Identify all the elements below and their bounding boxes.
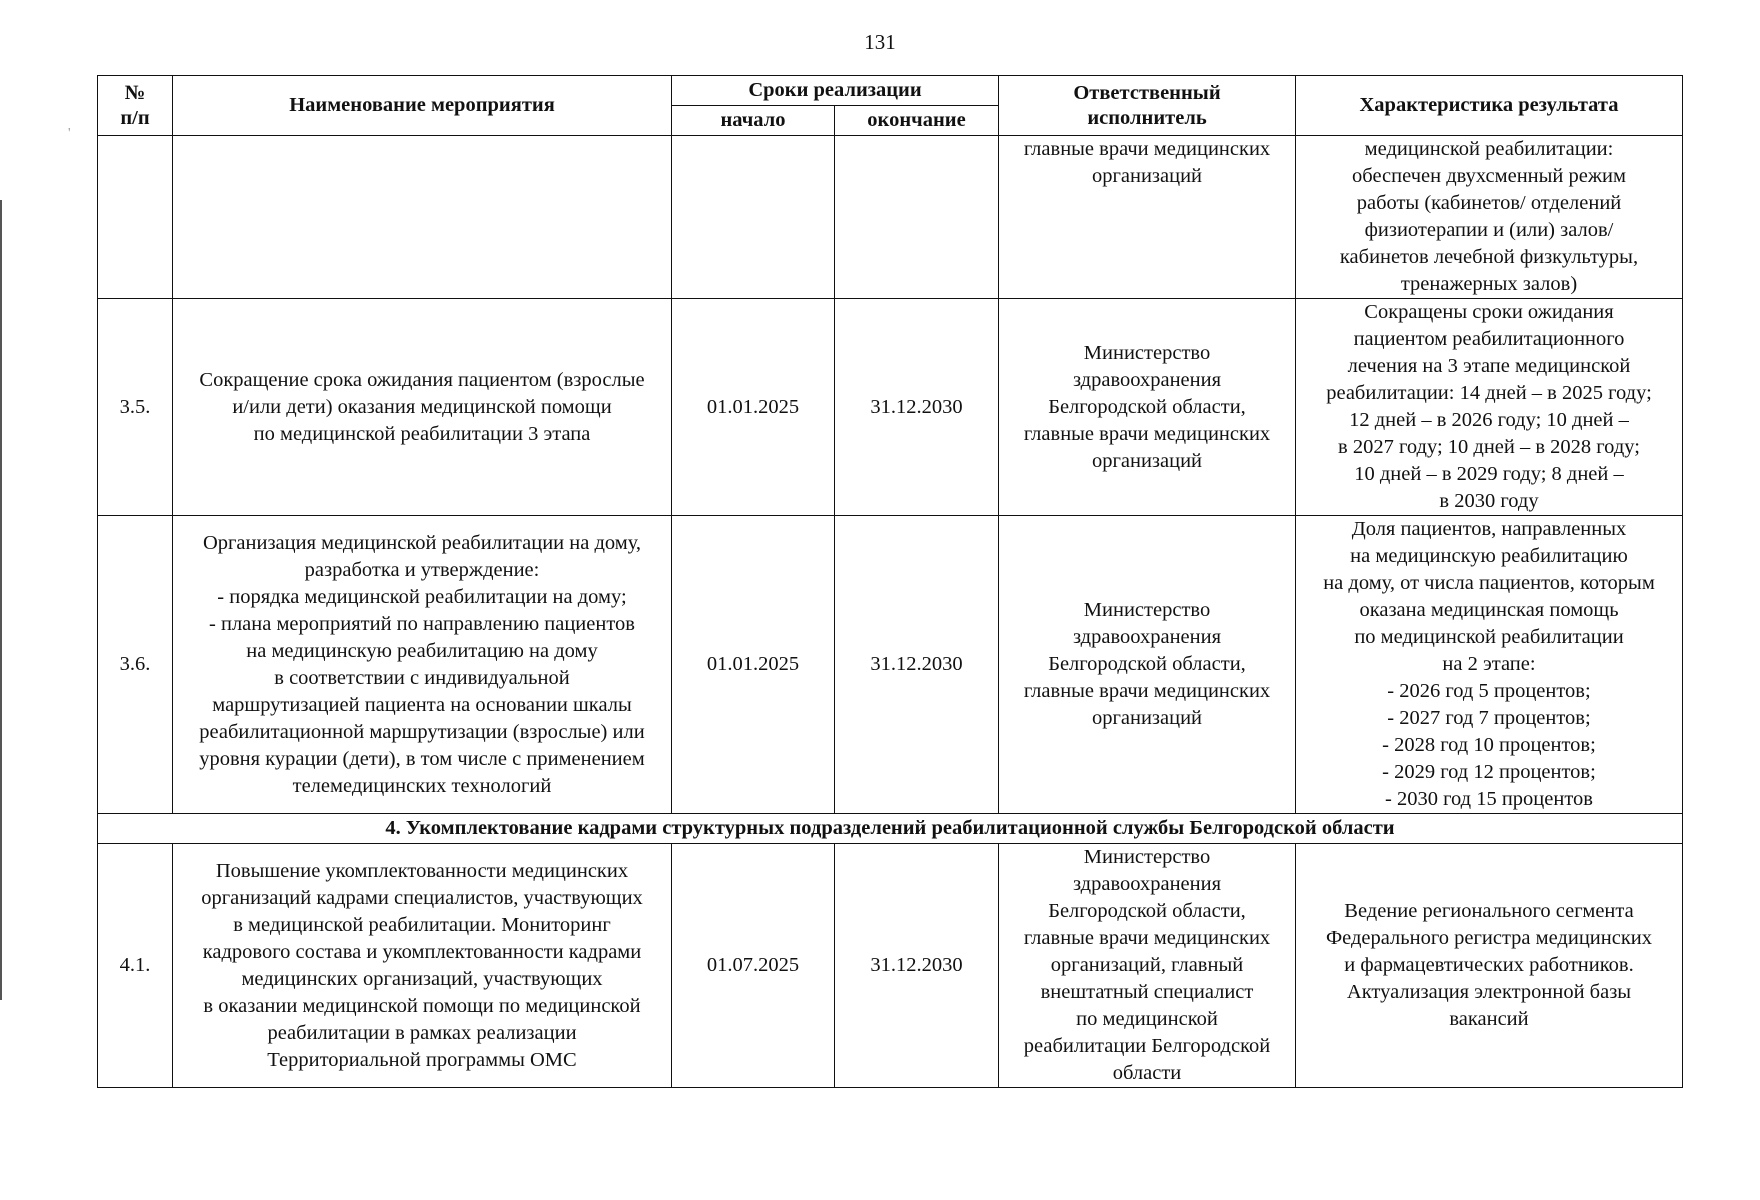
row-end: 31.12.2030: [835, 299, 999, 516]
row-start: 01.01.2025: [672, 516, 835, 814]
row-number: 4.1.: [98, 844, 173, 1088]
header-terms: Сроки реализации: [672, 76, 999, 106]
header-name: Наименование мероприятия: [173, 76, 672, 136]
row-start: 01.01.2025: [672, 299, 835, 516]
row-name: Организация медицинской реабилитации на дому, разработка и утверждение: - порядка медицинской реабилитации на дому; - плана мероприятий по направлению пациентов на медицинскую реабилитацию на дому в соответствии с индивидуальной маршрутизацией пациента на основании шкалы реабилитационной маршрутизации (взрослые) или уровня курации (дети), в том числе с применением телемедицинских технологий: [173, 516, 672, 814]
row-start: [672, 136, 835, 299]
row-end: 31.12.2030: [835, 844, 999, 1088]
header-start: начало: [672, 106, 835, 136]
header-result: Характеристика результата: [1296, 76, 1683, 136]
section-row-4: [98, 814, 1683, 844]
row-responsible: главные врачи медицинских организаций: [999, 136, 1296, 299]
measures-table: [97, 75, 1683, 1088]
row-end: 31.12.2030: [835, 516, 999, 814]
section-heading: 4. Укомплектование кадрами структурных подразделений реабилитационной службы Белгородской области: [98, 814, 1683, 844]
row-name: Повышение укомплектованности медицинских организаций кадрами специалистов, участвующих в медицинской реабилитации. Мониторинг кадрового состава и укомплектованности кадрами медицинских организаций, участвующих в оказании медицинской помощи по медицинской реабилитации в рамках реализации Территориальной программы ОМС: [173, 844, 672, 1088]
row-responsible: Министерство здравоохранения Белгородской области, главные врачи медицинских организаций: [999, 516, 1296, 814]
header-number: № п/п: [98, 76, 173, 136]
row-result: медицинской реабилитации: обеспечен двухсменный режим работы (кабинетов/ отделений физиотерапии и (или) залов/ кабинетов лечебной физкультуры, тренажерных залов): [1296, 136, 1683, 299]
row-number: 3.6.: [98, 516, 173, 814]
row-number: [98, 136, 173, 299]
table-row-4-1: [98, 844, 1683, 1088]
header-end: окончание: [835, 106, 999, 136]
row-responsible: Министерство здравоохранения Белгородской области, главные врачи медицинских организаций, главный внештатный специалист по медицинской реабилитации Белгородской области: [999, 844, 1296, 1088]
margin-tick: ': [68, 126, 71, 141]
row-name: Сокращение срока ожидания пациентом (взрослые и/или дети) оказания медицинской помощи по медицинской реабилитации 3 этапа: [173, 299, 672, 516]
table-row-continuation: [98, 136, 1683, 299]
table-row-3-5: [98, 299, 1683, 516]
row-name: [173, 136, 672, 299]
page-number: 131: [864, 30, 896, 54]
row-responsible: Министерство здравоохранения Белгородской области, главные врачи медицинских организаций: [999, 299, 1296, 516]
table-row-3-6: [98, 516, 1683, 814]
left-margin-rule: [0, 200, 2, 1000]
row-end: [835, 136, 999, 299]
row-result: Сокращены сроки ожидания пациентом реабилитационного лечения на 3 этапе медицинской реабилитации: 14 дней – в 2025 году; 12 дней – в 2026 году; 10 дней – в 2027 году; 10 дней – в 2028 году; 10 дней – в 2029 году; 8 дней – в 2030 году: [1296, 299, 1683, 516]
row-result: Ведение регионального сегмента Федерального регистра медицинских и фармацевтических работников. Актуализация электронной базы вакансий: [1296, 844, 1683, 1088]
row-result: Доля пациентов, направленных на медицинскую реабилитацию на дому, от числа пациентов, которым оказана медицинская помощь по медицинской реабилитации на 2 этапе: - 2026 год 5 процентов; - 2027 год 7 процентов; - 2028 год 10 процентов; - 2029 год 12 процентов; - 2030 год 15 процентов: [1296, 516, 1683, 814]
header-responsible: Ответственный исполнитель: [999, 76, 1296, 136]
row-number: 3.5.: [98, 299, 173, 516]
row-start: 01.07.2025: [672, 844, 835, 1088]
